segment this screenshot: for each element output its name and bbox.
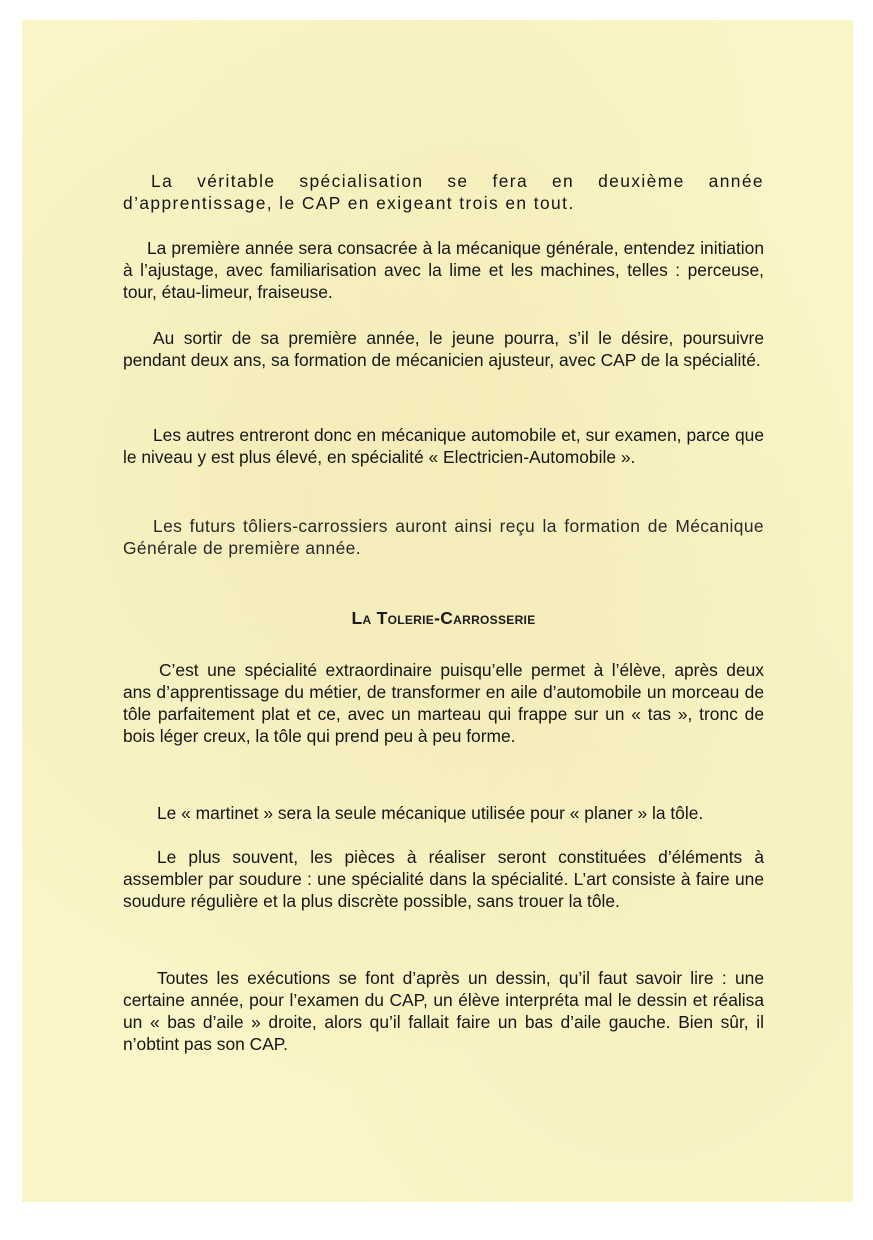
paragraph-sortir-premiere-annee: Au sortir de sa première année, le jeune pourra, s’il le désire, poursuivre pendant deux ans, sa formation de mécanicien ajusteur, avec CAP de la spécialité. bbox=[123, 328, 764, 370]
paper-sheet bbox=[22, 20, 853, 1202]
paragraph-executions-dessin: Toutes les exécutions se font d’après un dessin, qu’il faut savoir lire : une certaine année, pour l’examen du CAP, un élève interpréta mal le dessin et réalisa un « bas d’aile » droite, alors qu’il fallait faire un bas d’aile gauche. Bien sûr, il n’obtint pas son CAP. bbox=[123, 968, 764, 1054]
paragraph-premiere-annee: La première année sera consacrée à la mécanique générale, entendez initiation à l’ajustage, avec familiarisation avec la lime et les machines, telles : perceuse, tour, étau-limeur, fraiseuse. bbox=[123, 238, 764, 302]
paragraph-specialisation: La véritable spécialisation se fera en deuxième année d’apprentissage, le CAP en exigeant trois en tout. bbox=[123, 171, 764, 213]
paragraph-soudure: Le plus souvent, les pièces à réaliser seront constituées d’éléments à assembler par soudure : une spécialité dans la spécialité. L’art consiste à faire une soudure régulière et la plus discrète possible, sans trouer la tôle. bbox=[123, 847, 764, 911]
paragraph-specialite-extraordinaire: C’est une spécialité extraordinaire puisqu’elle permet à l’élève, après deux ans d’apprentissage du métier, de transformer en aile d’automobile un morceau de tôle parfaitement plat et ce, avec un marteau qui frappe sur un « tas », tronc de bois léger creux, la tôle qui prend peu à peu forme. bbox=[123, 660, 764, 746]
paragraph-futurs-toliers: Les futurs tôliers-carrossiers auront ainsi reçu la formation de Mécanique Générale de première année. bbox=[123, 516, 764, 558]
paragraph-martinet: Le « martinet » sera la seule mécanique utilisée pour « planer » la tôle. bbox=[157, 803, 704, 823]
section-title: La Tolerie-Carrosserie bbox=[351, 608, 536, 628]
paragraph-autres-entreront: Les autres entreront donc en mécanique automobile et, sur examen, parce que le niveau y est plus élevé, en spécialité « Electricien-Automobile ». bbox=[123, 425, 764, 467]
